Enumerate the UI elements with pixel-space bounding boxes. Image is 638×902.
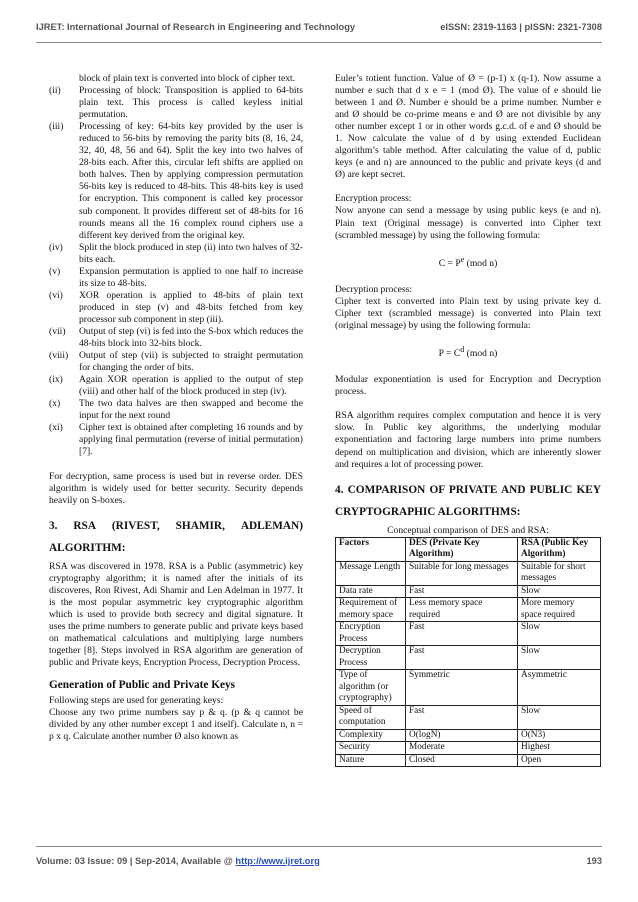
decryption-formula: $P = C^d$ (mod n) xyxy=(438,345,498,360)
table-row xyxy=(336,561,601,585)
des-steps-list xyxy=(49,85,303,458)
table-header: DES (Private Key Algorithm) xyxy=(406,537,518,561)
list-item xyxy=(49,326,303,350)
list-item-text: Output of step (vi) is fed into the S-box which reduces the 48-bits block into 32-bits block. xyxy=(79,325,303,350)
decryption-paragraph: For decryption, same process is used but in reverse order. DES algorithm is widely used for better security. Security depends heavily on S-boxes. xyxy=(49,470,303,506)
list-item-number: (viii) xyxy=(49,350,69,362)
list-item xyxy=(49,350,303,374)
list-item xyxy=(49,121,303,241)
list-item xyxy=(49,422,303,458)
decryption-process-paragraph: Cipher text is converted into Plain text by using private key d. Cipher text (scrambled message) is converted into Plain text (original message) by using the following formula: xyxy=(335,295,601,331)
list-item-number: (xi) xyxy=(49,422,63,434)
table-row xyxy=(336,598,601,622)
table-caption: Conceptual comparison of DES and RSA: xyxy=(387,524,549,536)
list-item-text: XOR operation is applied to 48-bits of plain text produced in step (v) and 48-bits fetched from key processor sub component in step (iii). xyxy=(79,289,303,325)
list-item-number: (iii) xyxy=(49,121,64,133)
footer-rule xyxy=(36,846,602,847)
page-number: 193 xyxy=(586,856,602,866)
table-cell: Suitable for long messages xyxy=(406,561,518,585)
table-cell: Nature xyxy=(336,754,406,767)
table-cell: Speed of computation xyxy=(336,705,406,729)
table-cell: Fast xyxy=(406,622,518,646)
list-item-text: Cipher text is obtained after completing 16 rounds and by applying final permutation (reverse of initial permutation) [7]. xyxy=(79,422,303,458)
table-cell: Open xyxy=(518,754,601,767)
table-row xyxy=(336,646,601,670)
table-cell: Slow xyxy=(518,646,601,670)
table-header: Factors xyxy=(336,537,406,561)
running-header xyxy=(36,22,602,38)
table-header: RSA (Public Key Algorithm) xyxy=(518,537,601,561)
list-item xyxy=(49,242,303,266)
list-item-number: (vii) xyxy=(49,325,66,337)
list-item-number: (vi) xyxy=(49,289,63,301)
footer-volume: Volume: 03 Issue: 09 | Sep-2014, Available @ http://www.ijret.org xyxy=(36,856,320,866)
journal-link[interactable]: http://www.ijret.org xyxy=(235,856,320,866)
table-header-row xyxy=(336,537,601,561)
table-cell: Symmetric xyxy=(406,670,518,706)
list-item-number: (iv) xyxy=(49,241,63,253)
section-3-word: ADLEMAN) xyxy=(240,519,303,532)
list-item-text: Output of step (vii) is subjected to straight permutation for changing the order of bits. xyxy=(79,350,303,374)
header-rule xyxy=(36,42,602,43)
table-cell: More memory space required xyxy=(518,598,601,622)
table-row xyxy=(336,622,601,646)
list-item-text: Split the block produced in step (ii) into two halves of 32-bits each. xyxy=(79,241,303,265)
table-cell: Slow xyxy=(518,585,601,598)
list-item-text: The two data halves are then swapped and become the input for the next round xyxy=(79,398,303,422)
table-cell: Complexity xyxy=(336,729,406,742)
section-3-number: 3. xyxy=(49,519,58,532)
table-cell: Slow xyxy=(518,622,601,646)
journal-title: IJRET: International Journal of Research in Engineering and Technology xyxy=(36,22,356,32)
table-cell: Type of algorithm (or cryptography) xyxy=(336,670,406,706)
table-cell: Decryption Process xyxy=(336,646,406,670)
section-3-word: SHAMIR, xyxy=(175,519,225,532)
section-3-line2: ALGORITHM: xyxy=(49,541,126,554)
list-item-text: Again XOR operation is applied to the output of step (viii) and other half of the block produced in step (iv). xyxy=(79,374,303,398)
table-cell: O(logN) xyxy=(406,729,518,742)
table-cell: Moderate xyxy=(406,742,518,755)
table-cell: Message Length xyxy=(336,561,406,585)
right-column xyxy=(335,73,601,767)
table-cell: O(N3) xyxy=(518,729,601,742)
table-row xyxy=(336,705,601,729)
table-row xyxy=(336,729,601,742)
table-cell: Asymmetric xyxy=(518,670,601,706)
table-row xyxy=(336,670,601,706)
list-item xyxy=(49,85,303,121)
list-item-text: Processing of key: 64-bits key provided by the user is reduced to 56-bits by removing the parity bits (8, 16, 24, 32, 40, 48, 56 and 64). Split the key into two halves of 28-bits each. After this, circular left shifts are applied on both halves. Then by applying compression permutation 56-bits key is reduced to 48-bits. This 48-bits key is used for encryption. This component is called key processor sub component. It provides different set of 48-bits for 16 rounds means all the 16 complex round ciphers use a different key derived from the original key. xyxy=(79,121,303,241)
table-cell: Fast xyxy=(406,705,518,729)
table-cell: Requirement of memory space xyxy=(336,598,406,622)
table-row xyxy=(336,585,601,598)
encryption-paragraph: Now anyone can send a message by using public keys (e and n). Plain text (Original message) is converted into Cipher text (scrambled message) by using the following formula: xyxy=(335,205,601,241)
list-item-number: (v) xyxy=(49,265,61,277)
step-i-continuation: block of plain text is converted into block of cipher text. xyxy=(79,73,296,84)
table-cell: Highest xyxy=(518,742,601,755)
table-cell: Fast xyxy=(406,646,518,670)
euler-paragraph: Euler’s totient function. Value of Ø = (p-1) x (q-1). Now assume a number e such that d x e = 1 (mod Ø). The value of e should lie between 1 and Ø. Number e should be a prime number. Number e and Ø should be co-prime means e and Ø are not divisible by any other number except 1 or in other words g.c.d. of e and Ø should be 1. Now calculate the value of d by using extended Euclidean algorithm’s table method. After calculating the value of d, public keys (e and n) are announced to the public and private keys (d and Ø) are kept secret. xyxy=(335,73,601,181)
issn: eISSN: 2319-1163 | pISSN: 2321-7308 xyxy=(440,22,602,32)
table-row xyxy=(336,742,601,755)
section-3-heading xyxy=(49,515,303,559)
rsa-paragraph: RSA was discovered in 1978. RSA is a Public (asymmetric) key cryptography algorithm; it is named after the initials of its discoveres, Ron Rivest, Adi Shamir and Len Adelman in 1977. It is the most popular asymmetric key cryptographic algorithm which is used to provide both secrecy and digital signature. It uses the prime numbers to generate public and private keys based on mathematical calculations and multiplying large numbers together [8]. Steps involved in RSA algorithm are generation of public and Private keys, Encryption Process, Decryption Process. xyxy=(49,560,303,669)
complexity-paragraph: RSA algorithm requires complex computation and hence it is very slow. In Public key algorithms, the underlying modular exponentiation and factoring large numbers into prime numbers depend on multiplication and division, which are inherently slower and requires a lot of processing power. xyxy=(335,410,601,470)
encryption-heading: Encryption process: xyxy=(335,193,412,205)
key-gen-paragraph: Choose any two prime numbers say p & q. (p & q cannot be divided by any other number except 1 and itself). Calculate n, n = p x q. Calculate another number Ø also known as xyxy=(49,707,303,743)
list-item xyxy=(49,374,303,398)
list-item-number: (ii) xyxy=(49,85,61,97)
list-item xyxy=(49,266,303,290)
list-item-number: (ix) xyxy=(49,374,63,386)
list-item xyxy=(49,290,303,326)
table-cell: Slow xyxy=(518,705,601,729)
list-item-text: Expansion permutation is applied to one half to increase its size to 48-bits. xyxy=(79,265,303,289)
encryption-formula: $C = P^e$ (mod n) xyxy=(438,254,498,269)
table-cell: Closed xyxy=(406,754,518,767)
table-cell: Security xyxy=(336,742,406,755)
section-4-heading: 4. COMPARISON OF PRIVATE AND PUBLIC KEY CRYPTOGRAPHIC ALGORITHMS: xyxy=(335,483,601,518)
decryption-heading: Decryption process: xyxy=(335,283,412,295)
list-item xyxy=(49,398,303,422)
comparison-table xyxy=(335,537,601,768)
table-body xyxy=(336,561,601,767)
section-3-word: (RIVEST, xyxy=(111,519,160,532)
table-cell: Fast xyxy=(406,585,518,598)
table-cell: Data rate xyxy=(336,585,406,598)
left-column xyxy=(49,73,303,743)
table-cell: Less memory space required xyxy=(406,598,518,622)
section-3-word: RSA xyxy=(73,519,96,532)
table-row xyxy=(336,754,601,767)
list-item-text: Processing of block: Transposition is applied to 64-bits plain text. This process is called keyless initial permutation. xyxy=(79,85,303,121)
subheading-key-generation: Generation of Public and Private Keys xyxy=(49,679,236,692)
running-footer xyxy=(36,856,602,866)
table-cell: Suitable for short messages xyxy=(518,561,601,585)
key-gen-intro: Following steps are used for generating keys: xyxy=(49,695,224,707)
list-item-number: (x) xyxy=(49,398,61,410)
table-cell: Encryption Process xyxy=(336,622,406,646)
modular-exponentiation-paragraph: Modular exponentiation is used for Encryption and Decryption process. xyxy=(335,374,601,398)
